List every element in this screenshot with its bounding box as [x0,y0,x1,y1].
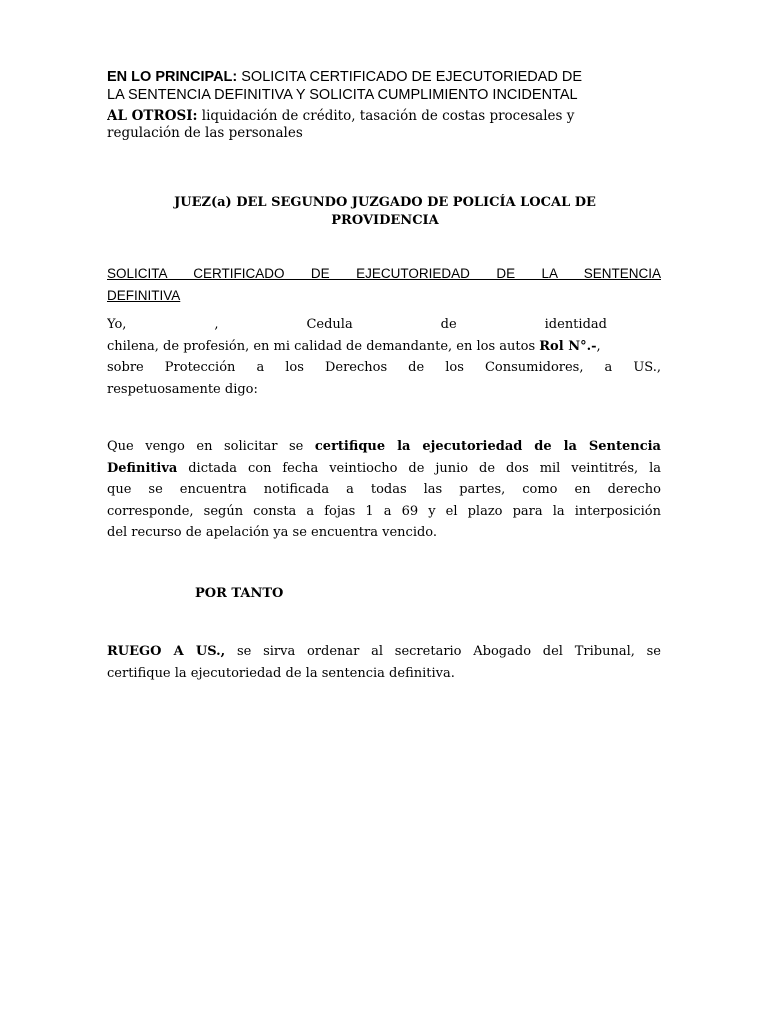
principal-heading [107,68,661,104]
principal-text-line2: LA SENTENCIA DEFINITIVA Y SOLICITA CUMPLIMIENTO INCIDENTAL [107,87,578,103]
otrosi-text-line2: regulación de las personales [107,125,303,141]
por-tanto-heading: POR TANTO [195,586,284,601]
intro-line3: sobre Protección a los Derechos de los Consumidores, a US., [107,360,661,375]
principal-label: EN LO PRINCIPAL: [107,69,238,85]
intro-paragraph [107,314,661,400]
otrosi-text-line1: liquidación de crédito, tasación de costas procesales y [197,108,575,124]
otrosi-label: AL OTROSI: [107,108,198,124]
principal-text-line1: SOLICITA CERTIFICADO DE EJECUTORIEDAD DE [237,69,583,85]
addressee-line1: JUEZ(a) DEL SEGUNDO JUZGADO DE POLICÍA LOCAL DE [174,195,596,210]
request-line2: Definitiva dictada con fecha veintiocho de junio de dos mil veintitrés, la [107,460,661,476]
intro-line4: respetuosamente digo: [107,381,258,397]
closing-line2: certifique la ejecutoriedad de la sentencia definitiva. [107,666,455,681]
intro-line2: chilena, de profesión, en mi calidad de demandante, en los autos Rol N°.-, [107,338,601,354]
otrosi-heading [107,108,661,142]
addressee [120,194,650,230]
section-title-line2: DEFINITIVA [107,288,181,303]
request-line3: que se encuentra notificada a todas las partes, como en derecho [107,482,661,497]
closing-line1: RUEGO A US., se sirva ordenar al secretario Abogado del Tribunal, se [107,644,661,659]
intro-line1: Yo, , Cedula de identidad [107,317,607,332]
section-title-line1: SOLICITA CERTIFICADO DE EJECUTORIEDAD DE LA SENTENCIA [107,266,661,281]
closing-paragraph [107,641,661,685]
request-line1: Que vengo en solicitar se certifique la ejecutoriedad de la Sentencia [107,439,661,454]
section-title [107,263,661,307]
addressee-line2: PROVIDENCIA [331,213,439,228]
request-line4: corresponde, según consta a fojas 1 a 69 y el plazo para la interposición [107,503,661,519]
request-paragraph [107,436,661,544]
ruego-label: RUEGO A US., [107,644,226,659]
request-line5: del recurso de apelación ya se encuentra vencido. [107,525,438,540]
rol-number: Rol N°.- [539,338,597,354]
